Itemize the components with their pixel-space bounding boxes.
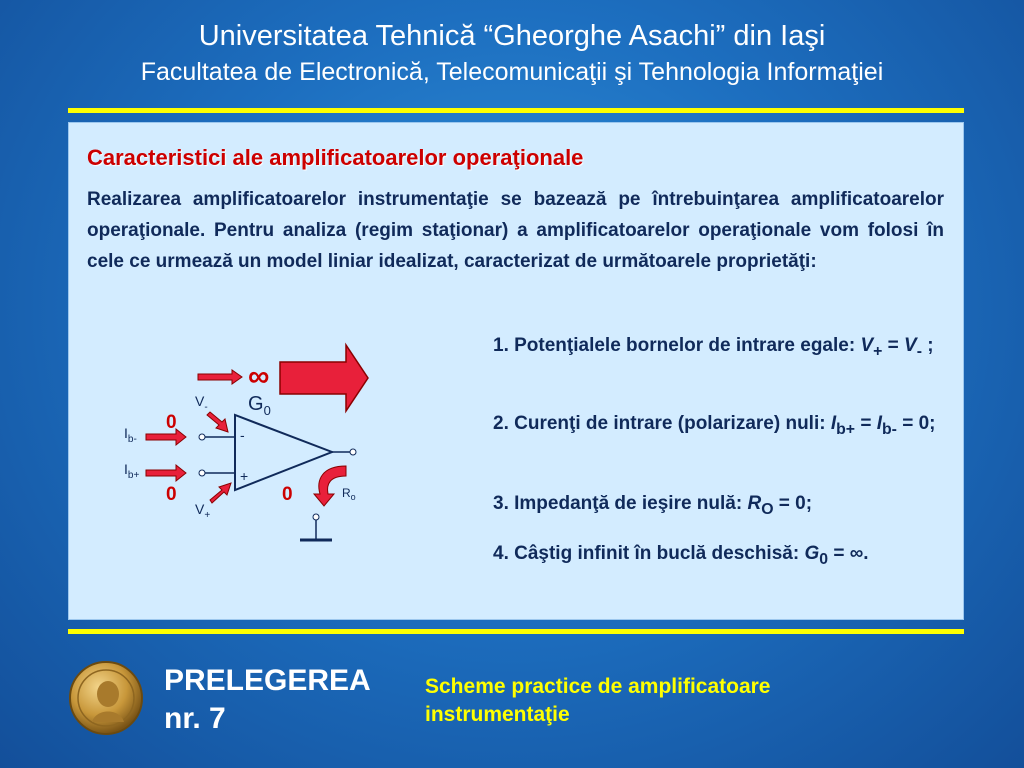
opamp-diagram [110,340,390,555]
ib-plus-arrow [146,465,186,481]
university-medal-logo [68,660,148,740]
ro-zero: 0 [282,484,293,505]
ib-plus-label: $I_{b+}$ [124,461,140,481]
big-right-arrow [280,345,368,411]
top-divider [68,108,964,113]
property-1: 1. Potenţialele bornelor de intrare egale: $V_+ = V_-$ ; [493,335,934,360]
infinity-symbol: ∞ [248,360,270,393]
minus-input-sign: - [240,427,245,443]
ib-minus-zero: 0 [166,412,177,433]
v-minus-label: $V_-$ [195,393,208,413]
v-minus-arrow [207,412,228,432]
ib-plus-zero: 0 [166,484,177,505]
faculty-title: Facultatea de Electronică, Telecomunicaţii şi Tehnologia Informaţiei [140,58,884,86]
opamp-triangle [235,415,332,490]
slide-title: Caracteristici ale amplificatoarelor operaţionale [87,145,584,170]
v-plus-label: $V_+$ [195,501,211,521]
ib-minus-label: $I_{b-}$ [124,425,137,445]
university-title: Universitatea Tehnică “Gheorghe Asachi” din Iaşi [198,20,826,52]
plus-input-sign: + [240,468,249,484]
intro-paragraph: Realizarea amplificatoarelor instrumentaţie se bazează pe întrebuinţarea amplificatoarelor operaţionale. Pentru analiza (regim staţionar) a amplificatoarelor operaţionale vom folosi în cele ce urmează un model liniar idealizat, caracterizat de următoarele proprietăţi: [87,189,944,272]
lecture-subject: Scheme practice de amplificatoare instrumentaţie [425,675,771,726]
property-2: 2. Curenţi de intrare (polarizare) nuli: $I_{b+} = I_{b-} = 0$; [493,413,936,438]
property-3: 3. Impedanţă de ieşire nulă: $R_O = 0$; [493,493,813,518]
v-plus-arrow [210,483,231,503]
bottom-divider [68,629,964,634]
property-4: 4. Câştig infinit în buclă deschisă: $G_0$ = ∞. [493,543,869,568]
lecture-label: PRELEGEREA nr. 7 [164,664,371,735]
ro-label: $R_o$ [342,486,356,502]
infinity-arrow [198,370,242,384]
g0-label: $G_0$ [248,393,271,418]
